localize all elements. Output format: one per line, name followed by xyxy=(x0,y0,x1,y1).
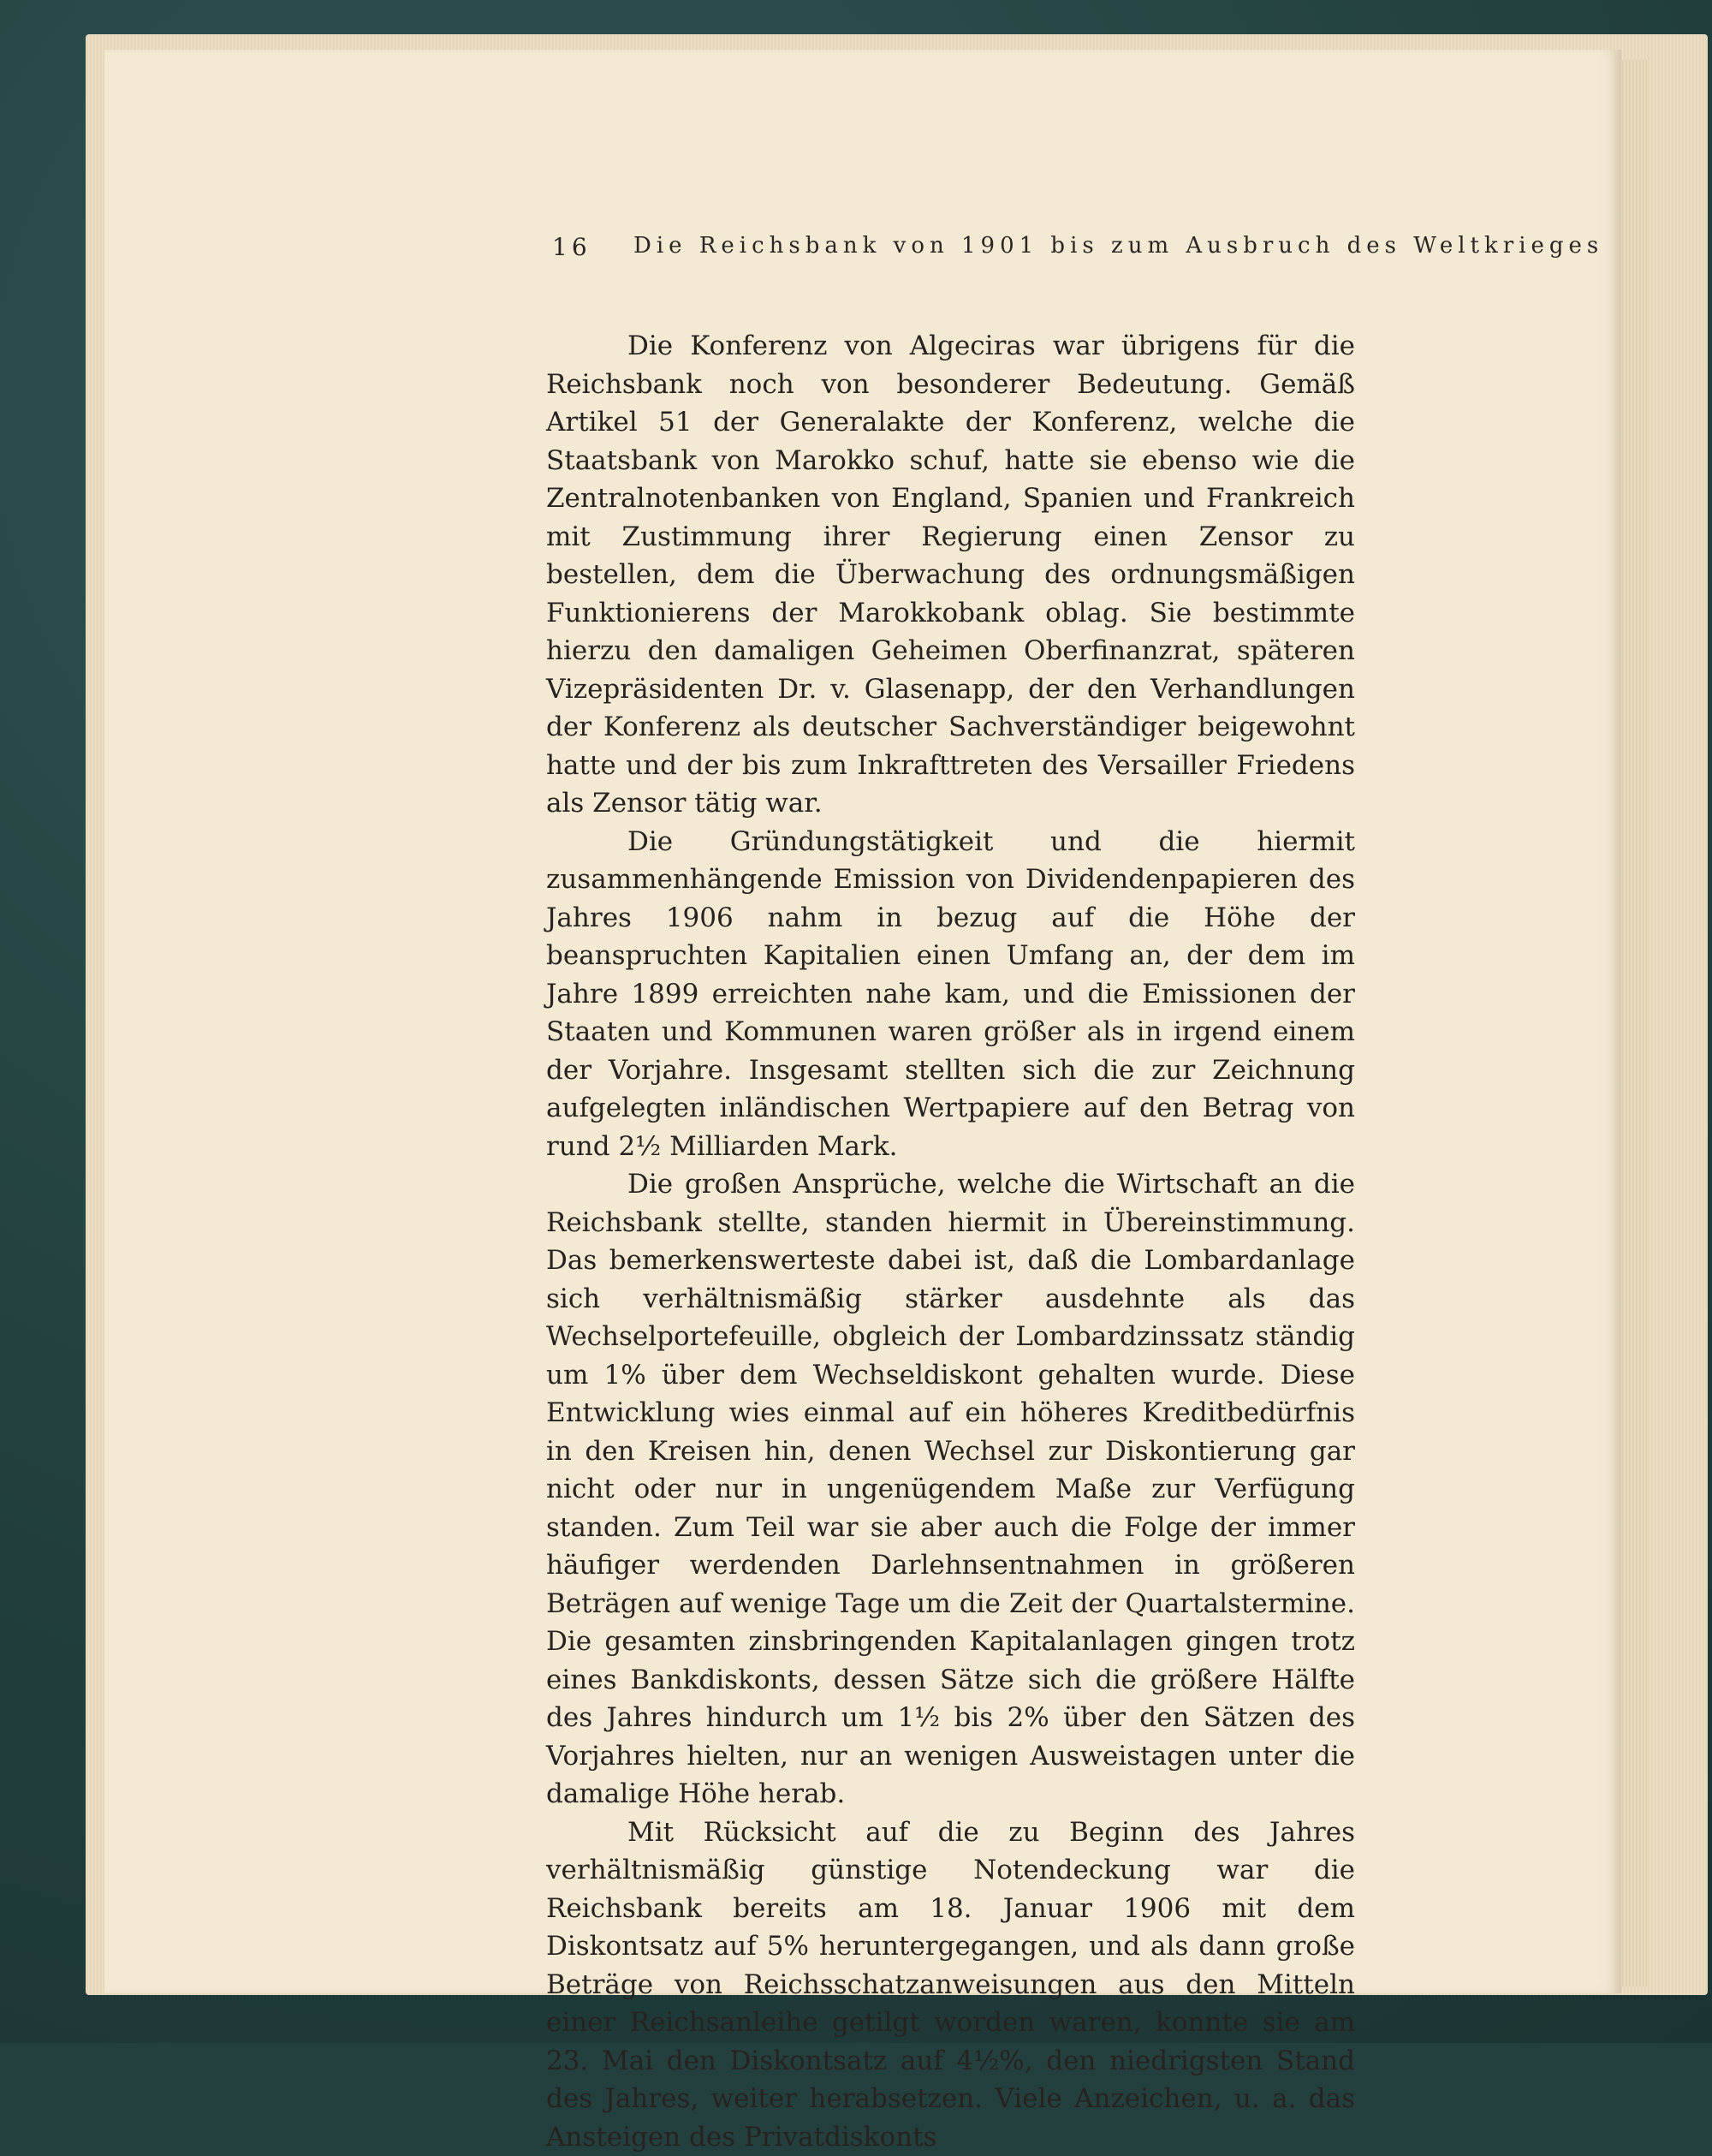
paragraph: Die Gründungstätigkeit und die hiermit zusammenhängende Emission von Dividendenpapieren des Jahres 1906 nahm in bezug auf die Höhe der beanspruchten Kapitalien einen Umfang an, der dem im Jahre 1899 erreichten nahe kam, und die Emissionen der Staaten und Kommunen waren größer als in irgend einem der Vorjahre. Insgesamt stellten sich die zur Zeichnung aufgelegten inländischen Wertpapiere auf den Betrag von rund 2½ Milliarden Mark. xyxy=(546,823,1355,1166)
paragraph: Die Konferenz von Algeciras war übrigens für die Reichsbank noch von besonderer Bedeutung. Gemäß Artikel 51 der Generalakte der Konferenz, welche die Staatsbank von Marokko schuf, hatte sie ebenso wie die Zentralnotenbanken von England, Spanien und Frankreich mit Zustimmung ihrer Regierung einen Zensor zu bestellen, dem die Überwachung des ordnungsmäßigen Funktionierens der Marokkobank oblag. Sie bestimmte hierzu den damaligen Geheimen Oberfinanzrat, späteren Vizepräsidenten Dr. v. Glasenapp, der den Verhandlungen der Konferenz als deutscher Sachverständiger beigewohnt hatte und der bis zum Inkrafttreten des Versailler Friedens als Zensor tätig war. xyxy=(546,327,1355,823)
body-text xyxy=(546,327,1355,2156)
running-title: Die Reichsbank von 1901 bis zum Ausbruch des Weltkrieges xyxy=(633,233,1603,259)
page-edge-right xyxy=(1621,60,1647,1986)
page-header xyxy=(552,233,1348,269)
paragraph: Mit Rücksicht auf die zu Beginn des Jahres verhältnismäßig günstige Notendeckung war die Reichsbank bereits am 18. Januar 1906 mit dem Diskontsatz auf 5% heruntergegangen, und als dann große Beträge von Reichsschatzanweisungen aus den Mitteln einer Reichsanleihe getilgt worden waren, konnte sie am 23. Mai den Diskontsatz auf 4½%, den niedrigsten Stand des Jahres, weiter herabsetzen. Viele Anzeichen, u. a. das Ansteigen des Privatdiskonts xyxy=(546,1814,1355,2156)
paragraph: Die großen Ansprüche, welche die Wirtschaft an die Reichsbank stellte, standen hiermit in Übereinstimmung. Das bemerkenswerteste dabei ist, daß die Lombardanlage sich verhältnismäßig stärker ausdehnte als das Wechselportefeuille, obgleich der Lombardzinssatz ständig um 1% über dem Wechseldiskont gehalten wurde. Diese Entwicklung wies einmal auf ein höheres Kreditbedürfnis in den Kreisen hin, denen Wechsel zur Diskontierung gar nicht oder nur in ungenügendem Maße zur Verfügung standen. Zum Teil war sie aber auch die Folge der immer häufiger werdenden Darlehnsentnahmen in größeren Beträgen auf wenige Tage um die Zeit der Quartalstermine. Die gesamten zinsbringenden Kapitalanlagen gingen trotz eines Bankdiskonts, dessen Sätze sich die größere Hälfte des Jahres hindurch um 1½ bis 2% über den Sätzen des Vorjahres hielten, nur an wenigen Ausweistagen unter die damalige Höhe herab. xyxy=(546,1165,1355,1814)
page-number: 16 xyxy=(552,233,591,261)
